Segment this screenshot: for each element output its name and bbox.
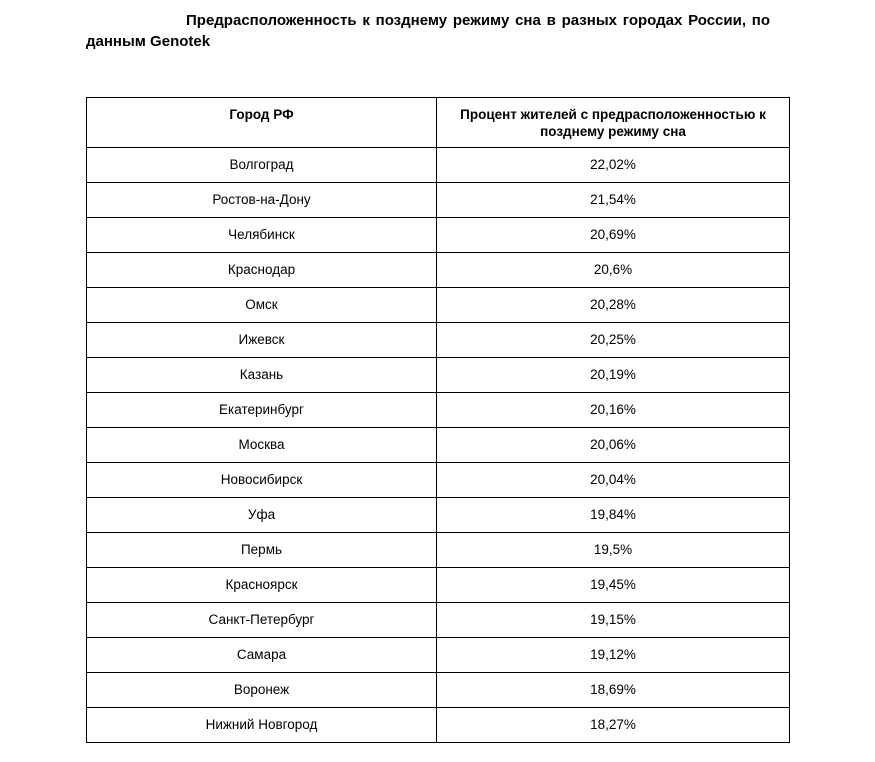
table-row xyxy=(87,393,790,428)
document-title xyxy=(86,10,770,52)
table-header-row xyxy=(87,98,790,148)
city-cell: Волгоград xyxy=(87,148,437,183)
city-cell: Ижевск xyxy=(87,323,437,358)
table-row xyxy=(87,358,790,393)
city-sleep-table xyxy=(86,97,790,743)
percent-cell: 20,6% xyxy=(437,253,790,288)
percent-cell: 20,28% xyxy=(437,288,790,323)
percent-cell: 22,02% xyxy=(437,148,790,183)
city-cell: Красноярск xyxy=(87,568,437,603)
document-title-text: Предрасположенность к позднему режиму сна в разных городах России, по данным Genotek xyxy=(86,12,770,50)
percent-cell: 20,06% xyxy=(437,428,790,463)
city-cell: Краснодар xyxy=(87,253,437,288)
percent-cell: 18,69% xyxy=(437,673,790,708)
table-row xyxy=(87,323,790,358)
table-row xyxy=(87,428,790,463)
table-row xyxy=(87,288,790,323)
city-cell: Казань xyxy=(87,358,437,393)
percent-cell: 20,04% xyxy=(437,463,790,498)
city-cell: Москва xyxy=(87,428,437,463)
table-row xyxy=(87,148,790,183)
percent-cell: 20,69% xyxy=(437,218,790,253)
table-row xyxy=(87,253,790,288)
city-cell: Омск xyxy=(87,288,437,323)
city-cell: Нижний Новгород xyxy=(87,708,437,743)
percent-cell: 19,15% xyxy=(437,603,790,638)
percent-cell: 19,84% xyxy=(437,498,790,533)
table-row xyxy=(87,638,790,673)
table-row xyxy=(87,218,790,253)
table-row xyxy=(87,708,790,743)
table-row xyxy=(87,673,790,708)
city-cell: Санкт-Петербург xyxy=(87,603,437,638)
percent-cell: 19,5% xyxy=(437,533,790,568)
city-cell: Ростов-на-Дону xyxy=(87,183,437,218)
percent-cell: 19,45% xyxy=(437,568,790,603)
table-row xyxy=(87,568,790,603)
percent-cell: 20,16% xyxy=(437,393,790,428)
city-cell: Новосибирск xyxy=(87,463,437,498)
header-percent: Процент жителей с предрасположенностью к позднему режиму сна xyxy=(437,98,790,148)
percent-cell: 18,27% xyxy=(437,708,790,743)
table-row xyxy=(87,463,790,498)
percent-cell: 19,12% xyxy=(437,638,790,673)
city-cell: Челябинск xyxy=(87,218,437,253)
city-cell: Екатеринбург xyxy=(87,393,437,428)
percent-cell: 20,19% xyxy=(437,358,790,393)
table-row xyxy=(87,533,790,568)
percent-cell: 21,54% xyxy=(437,183,790,218)
table-row xyxy=(87,603,790,638)
table-row xyxy=(87,183,790,218)
city-cell: Уфа xyxy=(87,498,437,533)
header-city: Город РФ xyxy=(87,98,437,148)
city-cell: Самара xyxy=(87,638,437,673)
table-row xyxy=(87,498,790,533)
percent-cell: 20,25% xyxy=(437,323,790,358)
city-cell: Воронеж xyxy=(87,673,437,708)
city-cell: Пермь xyxy=(87,533,437,568)
